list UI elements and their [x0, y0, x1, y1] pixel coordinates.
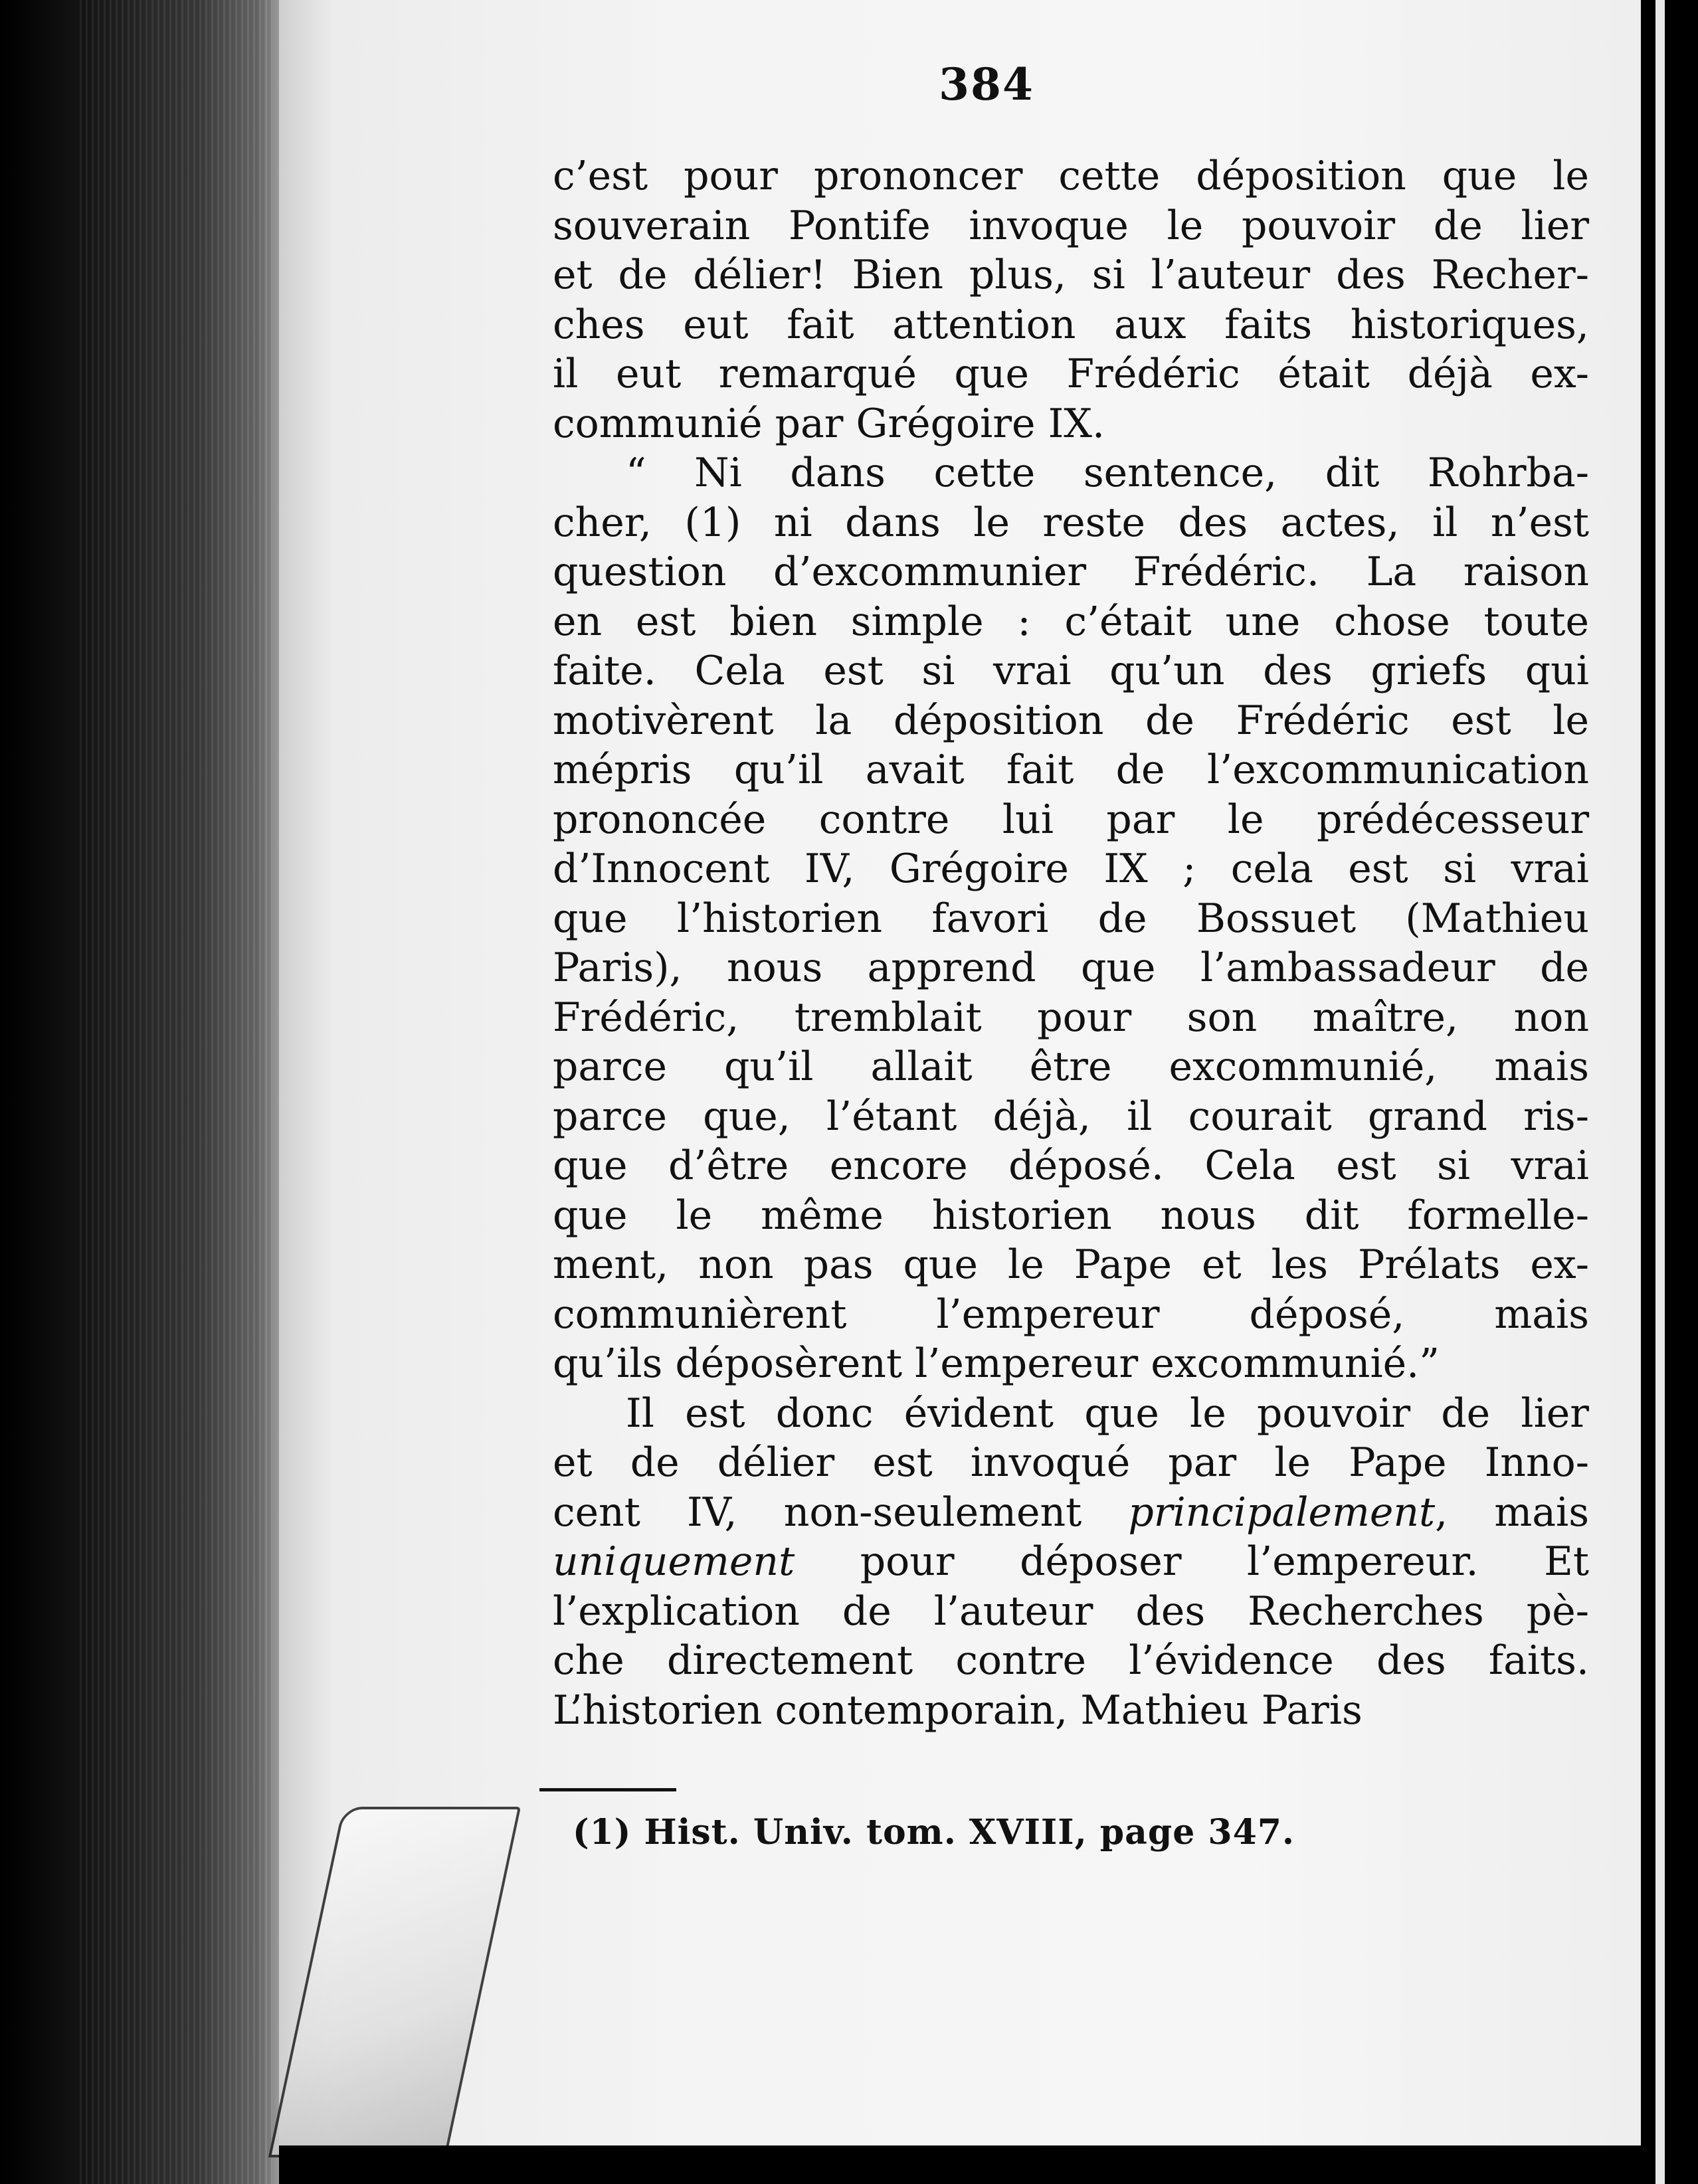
- text-line: ches eut fait attention aux faits historiques,: [553, 301, 1589, 348]
- bottom-border: [279, 2145, 1641, 2184]
- text-line: parce que, l’étant déjà, il courait grand ris-: [553, 1093, 1589, 1140]
- text-line: l’explication de l’auteur des Recherches pè-: [553, 1588, 1589, 1635]
- text-line: en est bien simple : c’était une chose toute: [553, 598, 1589, 645]
- body-text: [553, 151, 1589, 1735]
- text-line: faite. Cela est si vrai qu’un des griefs qui: [553, 648, 1589, 694]
- text-line: Il est donc évident que le pouvoir de lier: [626, 1390, 1589, 1437]
- text-line: prononcée contre lui par le prédécesseur: [553, 796, 1589, 843]
- text-line: che directement contre l’évidence des faits.: [553, 1637, 1589, 1684]
- text-line: et de délier est invoqué par le Pape Inno-: [553, 1439, 1589, 1486]
- text-line: Paris), nous apprend que l’ambassadeur de: [553, 945, 1589, 991]
- text-line: cher, (1) ni dans le reste des actes, il n’est: [553, 499, 1589, 546]
- text-line: question d’excommunier Frédéric. La raison: [553, 549, 1589, 595]
- text-line: que l’historien favori de Bossuet (Mathieu: [553, 895, 1589, 942]
- footnote: (1) Hist. Univ. tom. XVIII, page 347.: [573, 1812, 1295, 1853]
- text-line: que d’être encore déposé. Cela est si vrai: [553, 1142, 1589, 1189]
- page-edges: [80, 0, 272, 2184]
- text-line: communié par Grégoire IX.: [553, 400, 1105, 447]
- text-line: souverain Pontife invoque le pouvoir de lier: [553, 202, 1589, 249]
- text-run: cent IV, non-seulement: [553, 1489, 1129, 1536]
- text-line: L’historien contemporain, Mathieu Paris: [553, 1686, 1363, 1734]
- text-line: parce qu’il allait être excommunié, mais: [553, 1044, 1589, 1090]
- text-line-mixed: [553, 1488, 1589, 1538]
- italic-emphasis: principalement: [1128, 1489, 1436, 1536]
- text-line: qu’ils déposèrent l’empereur excommunié.”: [553, 1340, 1440, 1387]
- text-line: d’Innocent IV, Grégoire IX ; cela est si vrai: [553, 846, 1589, 892]
- text-line: “ Ni dans cette sentence, dit Rohrba-: [626, 450, 1589, 496]
- text-line: mépris qu’il avait fait de l’excommunication: [553, 747, 1589, 793]
- italic-emphasis: uniquement: [553, 1538, 795, 1585]
- text-run: pour déposer l’empereur. Et: [795, 1538, 1589, 1585]
- text-line: communièrent l’empereur déposé, mais: [553, 1291, 1589, 1338]
- right-border: [1641, 0, 1698, 2184]
- text-line: il eut remarqué que Frédéric était déjà ex-: [553, 351, 1589, 397]
- text-line: Frédéric, tremblait pour son maître, non: [553, 994, 1589, 1041]
- footnote-rule: [539, 1788, 676, 1791]
- text-line: et de délier! Bien plus, si l’auteur des Recher-: [553, 252, 1589, 298]
- facing-page-edge: [1655, 0, 1665, 2184]
- text-line: motivèrent la déposition de Frédéric est le: [553, 697, 1589, 744]
- page-number: 384: [939, 58, 1034, 110]
- text-line: que le même historien nous dit formelle-: [553, 1192, 1589, 1239]
- text-line: c’est pour prononcer cette déposition que le: [553, 153, 1589, 199]
- text-line: ment, non pas que le Pape et les Prélats ex-: [553, 1241, 1589, 1288]
- text-line-mixed: [553, 1537, 1589, 1587]
- text-run: , mais: [1435, 1489, 1589, 1536]
